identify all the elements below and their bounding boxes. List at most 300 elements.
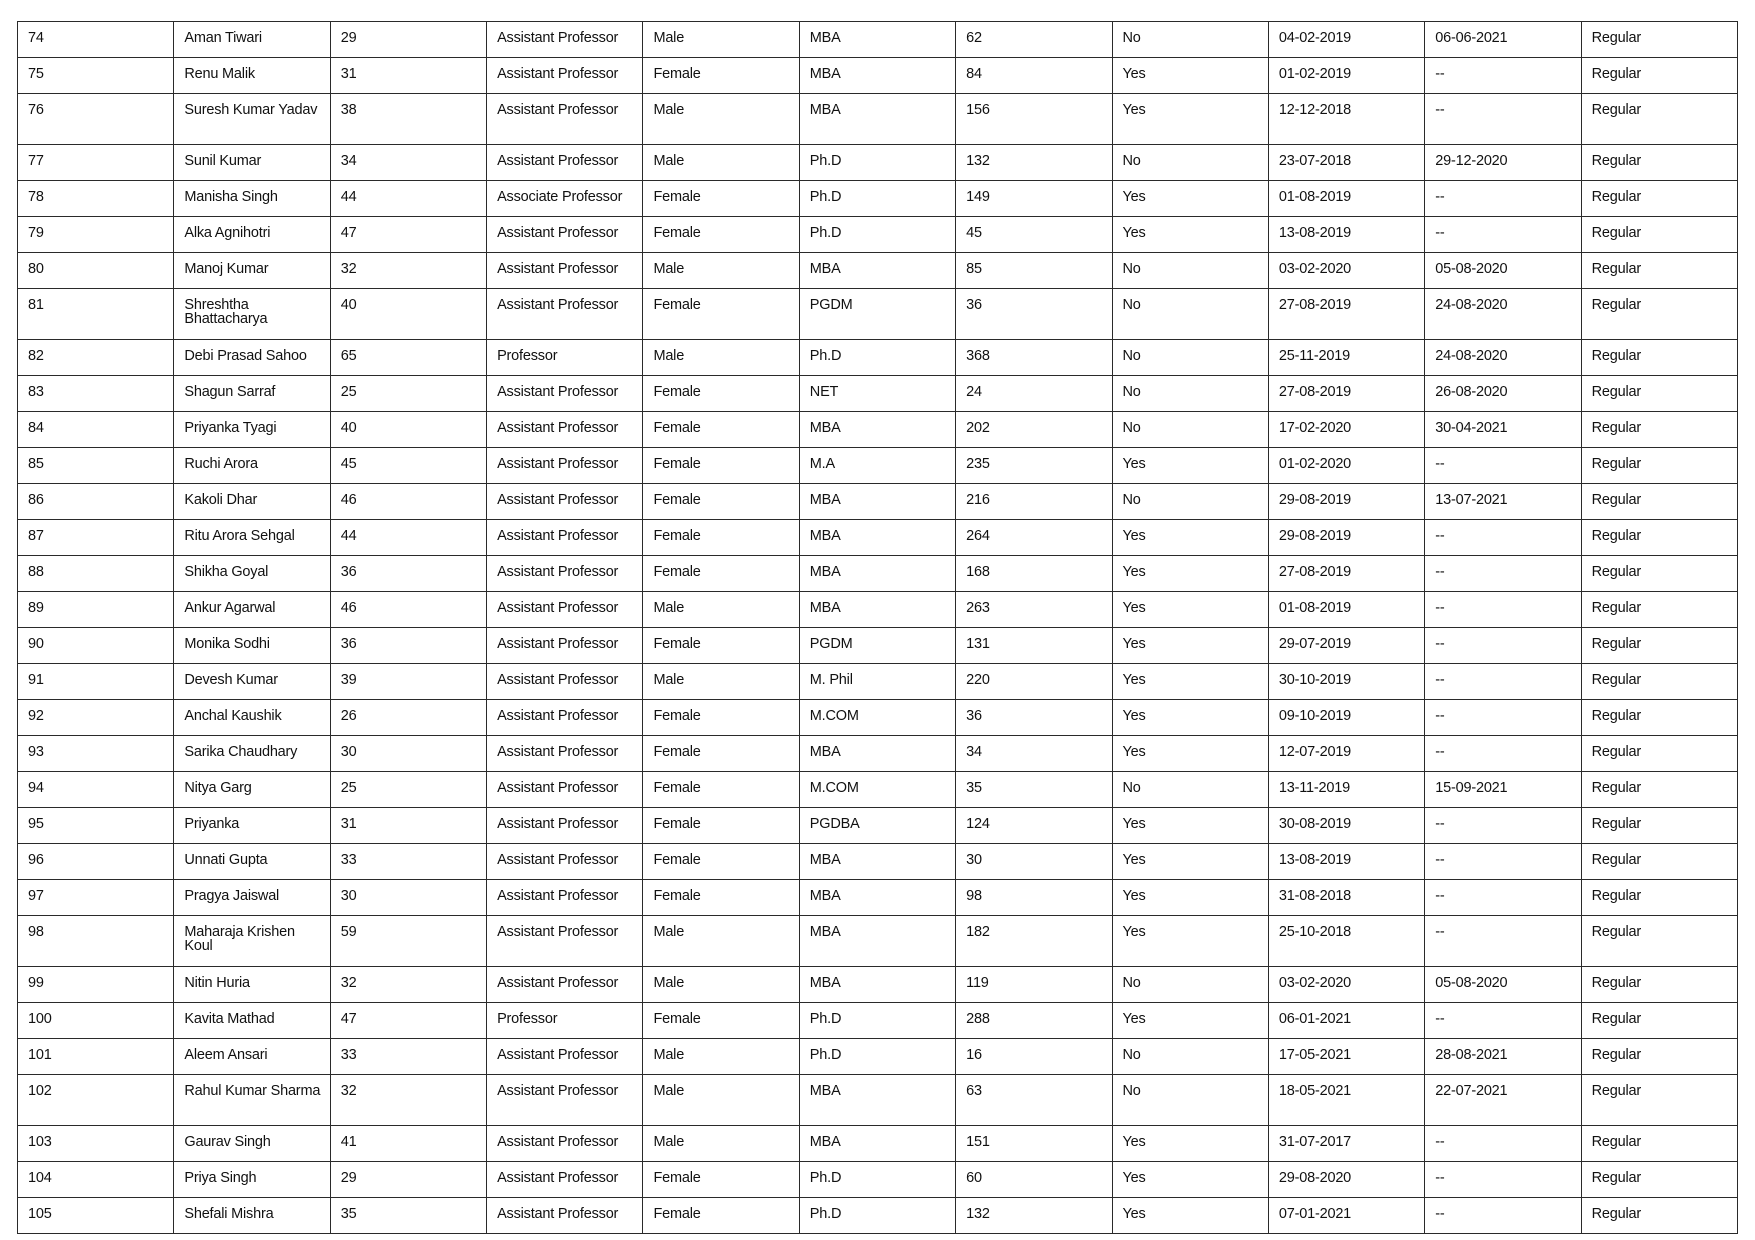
cell-sno: 85 xyxy=(18,448,174,484)
cell-nature-of-appointment: Regular xyxy=(1581,772,1737,808)
cell-qualification: NET xyxy=(799,376,955,412)
table-row xyxy=(18,289,1738,340)
cell-experience-months: 36 xyxy=(956,289,1112,340)
cell-currently-working: Yes xyxy=(1112,181,1268,217)
cell-qualification: Ph.D xyxy=(799,145,955,181)
cell-name: Gaurav Singh xyxy=(174,1126,330,1162)
cell-sno: 96 xyxy=(18,844,174,880)
cell-currently-working: No xyxy=(1112,289,1268,340)
cell-name: Maharaja Krishen Koul xyxy=(174,916,330,967)
cell-experience-months: 132 xyxy=(956,145,1112,181)
table-row xyxy=(18,808,1738,844)
cell-nature-of-appointment: Regular xyxy=(1581,700,1737,736)
cell-name: Kakoli Dhar xyxy=(174,484,330,520)
cell-nature-of-appointment: Regular xyxy=(1581,253,1737,289)
cell-joining-date: 29-08-2020 xyxy=(1268,1162,1424,1198)
cell-leaving-date: -- xyxy=(1425,736,1581,772)
cell-joining-date: 03-02-2020 xyxy=(1268,253,1424,289)
cell-designation: Assistant Professor xyxy=(487,556,643,592)
cell-age: 30 xyxy=(330,880,486,916)
cell-currently-working: No xyxy=(1112,22,1268,58)
cell-leaving-date: 15-09-2021 xyxy=(1425,772,1581,808)
cell-age: 26 xyxy=(330,700,486,736)
cell-name: Manisha Singh xyxy=(174,181,330,217)
cell-joining-date: 09-10-2019 xyxy=(1268,700,1424,736)
cell-nature-of-appointment: Regular xyxy=(1581,1075,1737,1126)
cell-name: Priyanka xyxy=(174,808,330,844)
table-row xyxy=(18,736,1738,772)
cell-designation: Assistant Professor xyxy=(487,916,643,967)
cell-leaving-date: -- xyxy=(1425,1003,1581,1039)
cell-designation: Assistant Professor xyxy=(487,664,643,700)
cell-designation: Assistant Professor xyxy=(487,844,643,880)
cell-nature-of-appointment: Regular xyxy=(1581,448,1737,484)
cell-gender: Female xyxy=(643,628,799,664)
cell-sno: 100 xyxy=(18,1003,174,1039)
cell-currently-working: Yes xyxy=(1112,880,1268,916)
cell-experience-months: 182 xyxy=(956,916,1112,967)
cell-sno: 79 xyxy=(18,217,174,253)
cell-gender: Female xyxy=(643,289,799,340)
cell-qualification: Ph.D xyxy=(799,217,955,253)
cell-nature-of-appointment: Regular xyxy=(1581,376,1737,412)
table-row xyxy=(18,376,1738,412)
cell-age: 36 xyxy=(330,628,486,664)
cell-gender: Male xyxy=(643,253,799,289)
cell-experience-months: 263 xyxy=(956,592,1112,628)
table-row xyxy=(18,556,1738,592)
cell-designation: Assistant Professor xyxy=(487,253,643,289)
cell-leaving-date: -- xyxy=(1425,808,1581,844)
cell-gender: Male xyxy=(643,94,799,145)
cell-gender: Female xyxy=(643,376,799,412)
cell-leaving-date: 24-08-2020 xyxy=(1425,340,1581,376)
cell-designation: Assistant Professor xyxy=(487,772,643,808)
cell-leaving-date: -- xyxy=(1425,556,1581,592)
cell-sno: 83 xyxy=(18,376,174,412)
cell-experience-months: 35 xyxy=(956,772,1112,808)
table-row xyxy=(18,412,1738,448)
cell-leaving-date: -- xyxy=(1425,1198,1581,1234)
cell-sno: 84 xyxy=(18,412,174,448)
cell-leaving-date: -- xyxy=(1425,880,1581,916)
cell-name: Shagun Sarraf xyxy=(174,376,330,412)
cell-designation: Assistant Professor xyxy=(487,808,643,844)
cell-currently-working: No xyxy=(1112,1039,1268,1075)
cell-currently-working: Yes xyxy=(1112,1162,1268,1198)
cell-designation: Assistant Professor xyxy=(487,58,643,94)
cell-age: 29 xyxy=(330,22,486,58)
cell-qualification: MBA xyxy=(799,253,955,289)
cell-qualification: MBA xyxy=(799,556,955,592)
cell-nature-of-appointment: Regular xyxy=(1581,181,1737,217)
cell-leaving-date: -- xyxy=(1425,916,1581,967)
cell-gender: Female xyxy=(643,1198,799,1234)
cell-designation: Assistant Professor xyxy=(487,592,643,628)
cell-experience-months: 16 xyxy=(956,1039,1112,1075)
cell-age: 32 xyxy=(330,967,486,1003)
cell-experience-months: 156 xyxy=(956,94,1112,145)
cell-name: Ankur Agarwal xyxy=(174,592,330,628)
table-row xyxy=(18,592,1738,628)
cell-age: 39 xyxy=(330,664,486,700)
cell-sno: 101 xyxy=(18,1039,174,1075)
cell-experience-months: 149 xyxy=(956,181,1112,217)
cell-name: Suresh Kumar Yadav xyxy=(174,94,330,145)
cell-age: 33 xyxy=(330,844,486,880)
cell-experience-months: 45 xyxy=(956,217,1112,253)
cell-gender: Female xyxy=(643,217,799,253)
cell-sno: 81 xyxy=(18,289,174,340)
cell-joining-date: 13-08-2019 xyxy=(1268,217,1424,253)
cell-nature-of-appointment: Regular xyxy=(1581,22,1737,58)
cell-age: 25 xyxy=(330,376,486,412)
cell-gender: Male xyxy=(643,22,799,58)
cell-qualification: MBA xyxy=(799,844,955,880)
cell-leaving-date: -- xyxy=(1425,217,1581,253)
cell-experience-months: 84 xyxy=(956,58,1112,94)
cell-sno: 93 xyxy=(18,736,174,772)
cell-leaving-date: -- xyxy=(1425,94,1581,145)
cell-gender: Male xyxy=(643,664,799,700)
cell-experience-months: 131 xyxy=(956,628,1112,664)
table-row xyxy=(18,844,1738,880)
cell-sno: 95 xyxy=(18,808,174,844)
cell-leaving-date: -- xyxy=(1425,58,1581,94)
cell-name: Kavita Mathad xyxy=(174,1003,330,1039)
cell-leaving-date: 28-08-2021 xyxy=(1425,1039,1581,1075)
cell-sno: 80 xyxy=(18,253,174,289)
cell-experience-months: 36 xyxy=(956,700,1112,736)
cell-name: Anchal Kaushik xyxy=(174,700,330,736)
cell-nature-of-appointment: Regular xyxy=(1581,916,1737,967)
cell-designation: Associate Professor xyxy=(487,181,643,217)
cell-gender: Female xyxy=(643,880,799,916)
cell-sno: 104 xyxy=(18,1162,174,1198)
cell-currently-working: Yes xyxy=(1112,1198,1268,1234)
cell-qualification: MBA xyxy=(799,412,955,448)
cell-name: Sarika Chaudhary xyxy=(174,736,330,772)
cell-currently-working: Yes xyxy=(1112,736,1268,772)
cell-nature-of-appointment: Regular xyxy=(1581,289,1737,340)
cell-experience-months: 202 xyxy=(956,412,1112,448)
table-body xyxy=(18,22,1738,1234)
table-row xyxy=(18,145,1738,181)
cell-joining-date: 23-07-2018 xyxy=(1268,145,1424,181)
cell-joining-date: 17-05-2021 xyxy=(1268,1039,1424,1075)
cell-nature-of-appointment: Regular xyxy=(1581,412,1737,448)
cell-currently-working: Yes xyxy=(1112,448,1268,484)
cell-sno: 92 xyxy=(18,700,174,736)
table-row xyxy=(18,1039,1738,1075)
table-row xyxy=(18,1126,1738,1162)
cell-experience-months: 168 xyxy=(956,556,1112,592)
cell-sno: 75 xyxy=(18,58,174,94)
cell-designation: Assistant Professor xyxy=(487,217,643,253)
table-row xyxy=(18,772,1738,808)
cell-age: 47 xyxy=(330,217,486,253)
cell-qualification: Ph.D xyxy=(799,1039,955,1075)
cell-currently-working: Yes xyxy=(1112,58,1268,94)
cell-name: Shreshtha Bhattacharya xyxy=(174,289,330,340)
cell-leaving-date: 13-07-2021 xyxy=(1425,484,1581,520)
cell-experience-months: 288 xyxy=(956,1003,1112,1039)
cell-nature-of-appointment: Regular xyxy=(1581,736,1737,772)
cell-name: Rahul Kumar Sharma xyxy=(174,1075,330,1126)
cell-nature-of-appointment: Regular xyxy=(1581,1198,1737,1234)
cell-qualification: MBA xyxy=(799,736,955,772)
cell-gender: Female xyxy=(643,556,799,592)
cell-experience-months: 98 xyxy=(956,880,1112,916)
cell-experience-months: 85 xyxy=(956,253,1112,289)
cell-leaving-date: -- xyxy=(1425,181,1581,217)
cell-designation: Assistant Professor xyxy=(487,1162,643,1198)
cell-joining-date: 31-08-2018 xyxy=(1268,880,1424,916)
cell-designation: Professor xyxy=(487,340,643,376)
cell-currently-working: Yes xyxy=(1112,556,1268,592)
cell-age: 41 xyxy=(330,1126,486,1162)
cell-currently-working: Yes xyxy=(1112,700,1268,736)
cell-qualification: Ph.D xyxy=(799,1003,955,1039)
cell-experience-months: 216 xyxy=(956,484,1112,520)
cell-qualification: M. Phil xyxy=(799,664,955,700)
cell-name: Pragya Jaiswal xyxy=(174,880,330,916)
cell-sno: 102 xyxy=(18,1075,174,1126)
table-row xyxy=(18,253,1738,289)
cell-qualification: MBA xyxy=(799,520,955,556)
cell-name: Renu Malik xyxy=(174,58,330,94)
cell-age: 65 xyxy=(330,340,486,376)
cell-currently-working: Yes xyxy=(1112,628,1268,664)
cell-experience-months: 151 xyxy=(956,1126,1112,1162)
cell-qualification: MBA xyxy=(799,967,955,1003)
cell-qualification: MBA xyxy=(799,22,955,58)
cell-age: 46 xyxy=(330,484,486,520)
cell-qualification: M.COM xyxy=(799,772,955,808)
cell-joining-date: 29-07-2019 xyxy=(1268,628,1424,664)
table-row xyxy=(18,664,1738,700)
cell-experience-months: 119 xyxy=(956,967,1112,1003)
cell-qualification: M.A xyxy=(799,448,955,484)
cell-designation: Assistant Professor xyxy=(487,448,643,484)
cell-experience-months: 264 xyxy=(956,520,1112,556)
cell-designation: Assistant Professor xyxy=(487,412,643,448)
cell-experience-months: 368 xyxy=(956,340,1112,376)
cell-sno: 91 xyxy=(18,664,174,700)
cell-leaving-date: -- xyxy=(1425,844,1581,880)
cell-joining-date: 29-08-2019 xyxy=(1268,484,1424,520)
cell-sno: 74 xyxy=(18,22,174,58)
faculty-table xyxy=(17,21,1738,1234)
cell-currently-working: No xyxy=(1112,1075,1268,1126)
cell-sno: 97 xyxy=(18,880,174,916)
cell-currently-working: Yes xyxy=(1112,592,1268,628)
cell-leaving-date: 24-08-2020 xyxy=(1425,289,1581,340)
cell-nature-of-appointment: Regular xyxy=(1581,1126,1737,1162)
cell-name: Ritu Arora Sehgal xyxy=(174,520,330,556)
cell-sno: 89 xyxy=(18,592,174,628)
cell-designation: Professor xyxy=(487,1003,643,1039)
cell-age: 35 xyxy=(330,1198,486,1234)
cell-nature-of-appointment: Regular xyxy=(1581,844,1737,880)
cell-leaving-date: -- xyxy=(1425,1162,1581,1198)
cell-gender: Female xyxy=(643,1162,799,1198)
cell-joining-date: 13-11-2019 xyxy=(1268,772,1424,808)
cell-age: 36 xyxy=(330,556,486,592)
cell-joining-date: 31-07-2017 xyxy=(1268,1126,1424,1162)
cell-qualification: MBA xyxy=(799,1075,955,1126)
cell-name: Devesh Kumar xyxy=(174,664,330,700)
cell-joining-date: 18-05-2021 xyxy=(1268,1075,1424,1126)
table-row xyxy=(18,1162,1738,1198)
cell-designation: Assistant Professor xyxy=(487,1126,643,1162)
cell-nature-of-appointment: Regular xyxy=(1581,520,1737,556)
cell-name: Manoj Kumar xyxy=(174,253,330,289)
cell-joining-date: 04-02-2019 xyxy=(1268,22,1424,58)
table-row xyxy=(18,217,1738,253)
cell-nature-of-appointment: Regular xyxy=(1581,967,1737,1003)
cell-joining-date: 01-08-2019 xyxy=(1268,181,1424,217)
table-row xyxy=(18,1075,1738,1126)
cell-gender: Female xyxy=(643,58,799,94)
table-row xyxy=(18,1003,1738,1039)
cell-leaving-date: -- xyxy=(1425,664,1581,700)
cell-age: 34 xyxy=(330,145,486,181)
cell-nature-of-appointment: Regular xyxy=(1581,1162,1737,1198)
cell-joining-date: 27-08-2019 xyxy=(1268,376,1424,412)
cell-nature-of-appointment: Regular xyxy=(1581,1003,1737,1039)
cell-age: 38 xyxy=(330,94,486,145)
table-row xyxy=(18,628,1738,664)
cell-currently-working: Yes xyxy=(1112,520,1268,556)
cell-sno: 94 xyxy=(18,772,174,808)
cell-gender: Male xyxy=(643,967,799,1003)
cell-qualification: Ph.D xyxy=(799,181,955,217)
cell-qualification: MBA xyxy=(799,880,955,916)
cell-currently-working: No xyxy=(1112,145,1268,181)
cell-designation: Assistant Professor xyxy=(487,145,643,181)
cell-designation: Assistant Professor xyxy=(487,484,643,520)
cell-gender: Female xyxy=(643,448,799,484)
cell-currently-working: Yes xyxy=(1112,808,1268,844)
cell-designation: Assistant Professor xyxy=(487,1039,643,1075)
cell-experience-months: 62 xyxy=(956,22,1112,58)
cell-qualification: MBA xyxy=(799,916,955,967)
cell-qualification: Ph.D xyxy=(799,340,955,376)
cell-age: 25 xyxy=(330,772,486,808)
cell-currently-working: Yes xyxy=(1112,1003,1268,1039)
cell-age: 44 xyxy=(330,181,486,217)
cell-nature-of-appointment: Regular xyxy=(1581,556,1737,592)
cell-qualification: MBA xyxy=(799,592,955,628)
cell-gender: Female xyxy=(643,412,799,448)
cell-gender: Male xyxy=(643,1126,799,1162)
cell-leaving-date: 29-12-2020 xyxy=(1425,145,1581,181)
cell-nature-of-appointment: Regular xyxy=(1581,484,1737,520)
cell-sno: 103 xyxy=(18,1126,174,1162)
cell-age: 30 xyxy=(330,736,486,772)
cell-gender: Female xyxy=(643,181,799,217)
cell-leaving-date: 30-04-2021 xyxy=(1425,412,1581,448)
cell-qualification: Ph.D xyxy=(799,1162,955,1198)
cell-designation: Assistant Professor xyxy=(487,1075,643,1126)
cell-gender: Female xyxy=(643,484,799,520)
cell-nature-of-appointment: Regular xyxy=(1581,145,1737,181)
cell-qualification: PGDM xyxy=(799,289,955,340)
cell-qualification: MBA xyxy=(799,1126,955,1162)
cell-joining-date: 01-02-2020 xyxy=(1268,448,1424,484)
cell-nature-of-appointment: Regular xyxy=(1581,94,1737,145)
cell-qualification: MBA xyxy=(799,58,955,94)
cell-name: Nitya Garg xyxy=(174,772,330,808)
cell-leaving-date: 05-08-2020 xyxy=(1425,967,1581,1003)
cell-nature-of-appointment: Regular xyxy=(1581,1039,1737,1075)
cell-sno: 88 xyxy=(18,556,174,592)
cell-currently-working: No xyxy=(1112,772,1268,808)
cell-nature-of-appointment: Regular xyxy=(1581,58,1737,94)
cell-experience-months: 235 xyxy=(956,448,1112,484)
cell-experience-months: 34 xyxy=(956,736,1112,772)
cell-designation: Assistant Professor xyxy=(487,520,643,556)
cell-age: 40 xyxy=(330,289,486,340)
cell-nature-of-appointment: Regular xyxy=(1581,592,1737,628)
cell-sno: 87 xyxy=(18,520,174,556)
cell-name: Ruchi Arora xyxy=(174,448,330,484)
cell-joining-date: 13-08-2019 xyxy=(1268,844,1424,880)
cell-name: Priya Singh xyxy=(174,1162,330,1198)
cell-gender: Male xyxy=(643,916,799,967)
table-row xyxy=(18,520,1738,556)
cell-leaving-date: -- xyxy=(1425,592,1581,628)
cell-qualification: Ph.D xyxy=(799,1198,955,1234)
cell-currently-working: Yes xyxy=(1112,664,1268,700)
cell-sno: 90 xyxy=(18,628,174,664)
cell-designation: Assistant Professor xyxy=(487,628,643,664)
cell-age: 44 xyxy=(330,520,486,556)
cell-sno: 86 xyxy=(18,484,174,520)
cell-name: Alka Agnihotri xyxy=(174,217,330,253)
cell-joining-date: 06-01-2021 xyxy=(1268,1003,1424,1039)
cell-currently-working: No xyxy=(1112,253,1268,289)
cell-leaving-date: -- xyxy=(1425,628,1581,664)
cell-age: 32 xyxy=(330,253,486,289)
cell-currently-working: No xyxy=(1112,376,1268,412)
cell-gender: Female xyxy=(643,844,799,880)
cell-age: 33 xyxy=(330,1039,486,1075)
cell-joining-date: 30-10-2019 xyxy=(1268,664,1424,700)
table-row xyxy=(18,1198,1738,1234)
cell-name: Priyanka Tyagi xyxy=(174,412,330,448)
cell-nature-of-appointment: Regular xyxy=(1581,664,1737,700)
table-row xyxy=(18,700,1738,736)
cell-currently-working: No xyxy=(1112,340,1268,376)
cell-designation: Assistant Professor xyxy=(487,22,643,58)
cell-age: 45 xyxy=(330,448,486,484)
cell-designation: Assistant Professor xyxy=(487,376,643,412)
cell-sno: 105 xyxy=(18,1198,174,1234)
cell-joining-date: 12-07-2019 xyxy=(1268,736,1424,772)
cell-gender: Female xyxy=(643,808,799,844)
cell-name: Monika Sodhi xyxy=(174,628,330,664)
cell-age: 59 xyxy=(330,916,486,967)
cell-nature-of-appointment: Regular xyxy=(1581,217,1737,253)
cell-age: 32 xyxy=(330,1075,486,1126)
cell-joining-date: 30-08-2019 xyxy=(1268,808,1424,844)
cell-joining-date: 17-02-2020 xyxy=(1268,412,1424,448)
cell-joining-date: 27-08-2019 xyxy=(1268,556,1424,592)
cell-currently-working: Yes xyxy=(1112,1126,1268,1162)
cell-leaving-date: -- xyxy=(1425,448,1581,484)
